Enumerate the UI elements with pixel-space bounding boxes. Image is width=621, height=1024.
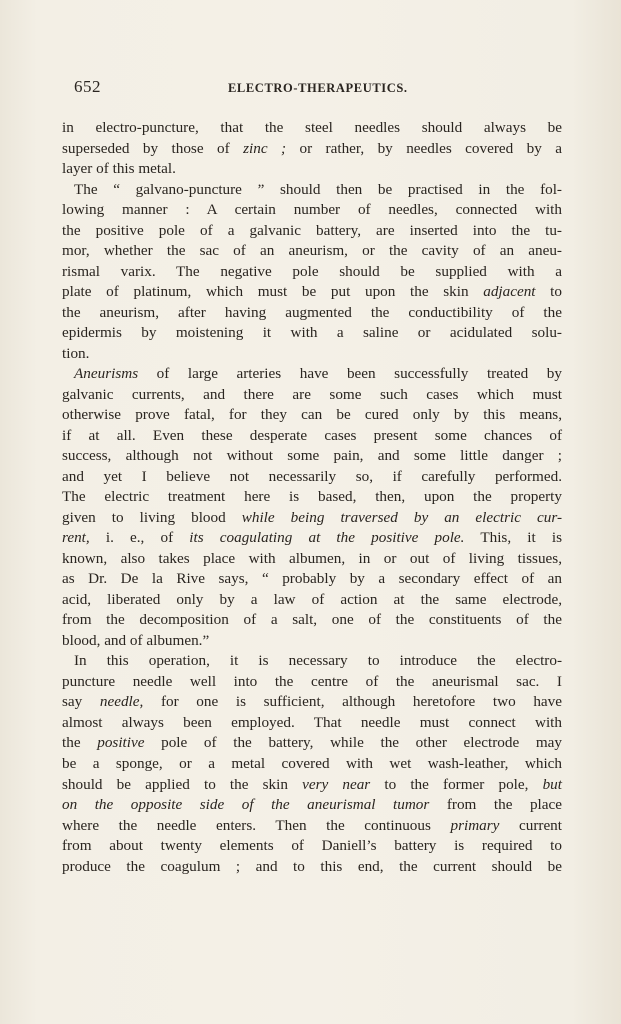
text-line: [62, 795, 562, 816]
page-header: [74, 77, 562, 99]
text-segment: This, it is: [464, 529, 562, 547]
italic-text: adjacent: [483, 283, 536, 301]
text-line: [62, 590, 562, 611]
text-segment: say: [62, 693, 100, 711]
text-segment: tion.: [62, 344, 90, 362]
text-segment: the positive pole of a galvanic battery, are inserted into the tu-: [62, 221, 562, 239]
italic-text: needle,: [99, 693, 144, 711]
text-segment: and yet I believe not necessarily so, if carefully performed.: [62, 467, 562, 485]
text-segment: known, also takes place with albumen, in or out of living tissues,: [62, 549, 562, 567]
text-segment: the aneurism, after having augmented the conductibility of the: [62, 303, 562, 321]
text-line: [62, 323, 562, 344]
text-segment: otherwise prove fatal, for they can be cured only by this means,: [62, 406, 562, 424]
text-line: [62, 816, 562, 837]
text-line: [62, 405, 562, 426]
text-segment: lowing manner : A certain number of needles, connected with: [62, 201, 562, 219]
text-line: [62, 508, 562, 529]
text-segment: acid, liberated only by a law of action at the same electrode,: [62, 590, 562, 608]
text-line: [62, 713, 562, 734]
text-line: [62, 467, 562, 488]
text-segment: as Dr. De la Rive says, “ probably by a secondary effect of an: [62, 570, 562, 588]
text-line: [62, 303, 562, 324]
text-line: [62, 857, 562, 878]
text-line: [62, 364, 562, 385]
text-line: [62, 139, 562, 160]
text-segment: if at all. Even these desperate cases present some chances of: [62, 426, 562, 444]
text-segment: In this operation, it is necessary to introduce the electro-: [74, 652, 562, 670]
text-segment: i. e., of: [89, 529, 190, 547]
italic-text: on the opposite side of the aneurismal tumor: [62, 796, 430, 814]
text-segment: to the former pole,: [370, 775, 543, 793]
text-line: [62, 282, 562, 303]
text-line: [62, 651, 562, 672]
text-segment: The “ galvano-puncture ” should then be practised in the fol-: [74, 180, 562, 198]
italic-text: while being traversed by an electric cur-: [241, 508, 563, 526]
text-line: [62, 446, 562, 467]
text-segment: mor, whether the sac of an aneurism, or the cavity of an aneu-: [62, 242, 562, 260]
text-segment: success, although not without some pain, and some little danger ;: [62, 447, 562, 465]
italic-text: zinc ;: [243, 139, 287, 157]
body-text: [62, 118, 562, 877]
italic-text: positive: [97, 734, 145, 752]
text-segment: galvanic currents, and there are some such cases which must: [62, 385, 562, 403]
text-segment: or rather, by needles covered by a: [286, 139, 563, 157]
text-segment: of large arteries have been successfully treated by: [138, 365, 562, 383]
italic-text: but: [542, 775, 562, 793]
text-line: [62, 385, 562, 406]
text-segment: where the needle enters. Then the continuous: [62, 816, 451, 834]
text-line: [62, 631, 562, 652]
text-segment: produce the coagulum ; and to this end, the current should be: [62, 857, 562, 875]
italic-text: rent,: [62, 529, 90, 547]
text-segment: The electric treatment here is based, then, upon the property: [62, 488, 562, 506]
text-segment: the: [62, 734, 98, 752]
italic-text: Aneurisms: [74, 365, 139, 383]
text-segment: puncture needle well into the centre of the aneurismal sac. I: [62, 672, 562, 690]
text-segment: in electro-puncture, that the steel needles should always be: [62, 119, 562, 136]
text-line: [62, 610, 562, 631]
italic-text: its coagulating at the positive pole.: [189, 529, 465, 547]
text-line: [62, 672, 562, 693]
text-line: [62, 528, 562, 549]
text-line: [62, 487, 562, 508]
text-segment: from the place: [429, 796, 562, 814]
text-line: [62, 549, 562, 570]
text-segment: plate of platinum, which must be put upon the skin: [62, 283, 484, 301]
running-head: ELECTRO-THERAPEUTICS.: [228, 81, 408, 95]
page-number: 652: [74, 77, 101, 96]
text-line: [62, 118, 562, 139]
text-segment: should be applied to the skin: [62, 775, 303, 793]
text-segment: epidermis by moistening it with a saline or acidulated solu-: [62, 324, 562, 342]
text-segment: from about twenty elements of Daniell’s battery is required to: [62, 837, 562, 855]
text-segment: superseded by those of: [62, 139, 244, 157]
text-segment: blood, and of albumen.”: [62, 631, 210, 649]
text-line: [62, 200, 562, 221]
text-line: [62, 692, 562, 713]
text-segment: pole of the battery, while the other electrode may: [144, 734, 562, 752]
text-line: [62, 180, 562, 201]
text-segment: be a sponge, or a metal covered with wet wash-leather, which: [62, 754, 562, 772]
text-line: [62, 262, 562, 283]
italic-text: very near: [302, 775, 371, 793]
text-line: [62, 426, 562, 447]
text-segment: almost always been employed. That needle must connect with: [62, 713, 562, 731]
italic-text: primary: [450, 816, 500, 834]
text-line: [62, 344, 562, 365]
text-segment: rismal varix. The negative pole should be supplied with a: [62, 262, 562, 280]
text-segment: for one is sufficient, although heretofore two have: [143, 693, 563, 711]
text-segment: given to living blood: [62, 508, 242, 526]
text-line: [62, 775, 562, 796]
text-line: [62, 836, 562, 857]
text-line: [62, 733, 562, 754]
text-segment: to: [535, 283, 562, 301]
text-line: [62, 159, 562, 180]
text-segment: from the decomposition of a salt, one of the constituents of the: [62, 611, 562, 629]
text-segment: current: [499, 816, 562, 834]
text-line: [62, 221, 562, 242]
text-line: [62, 241, 562, 262]
text-line: [62, 569, 562, 590]
text-segment: layer of this metal.: [62, 160, 176, 178]
text-line: [62, 754, 562, 775]
